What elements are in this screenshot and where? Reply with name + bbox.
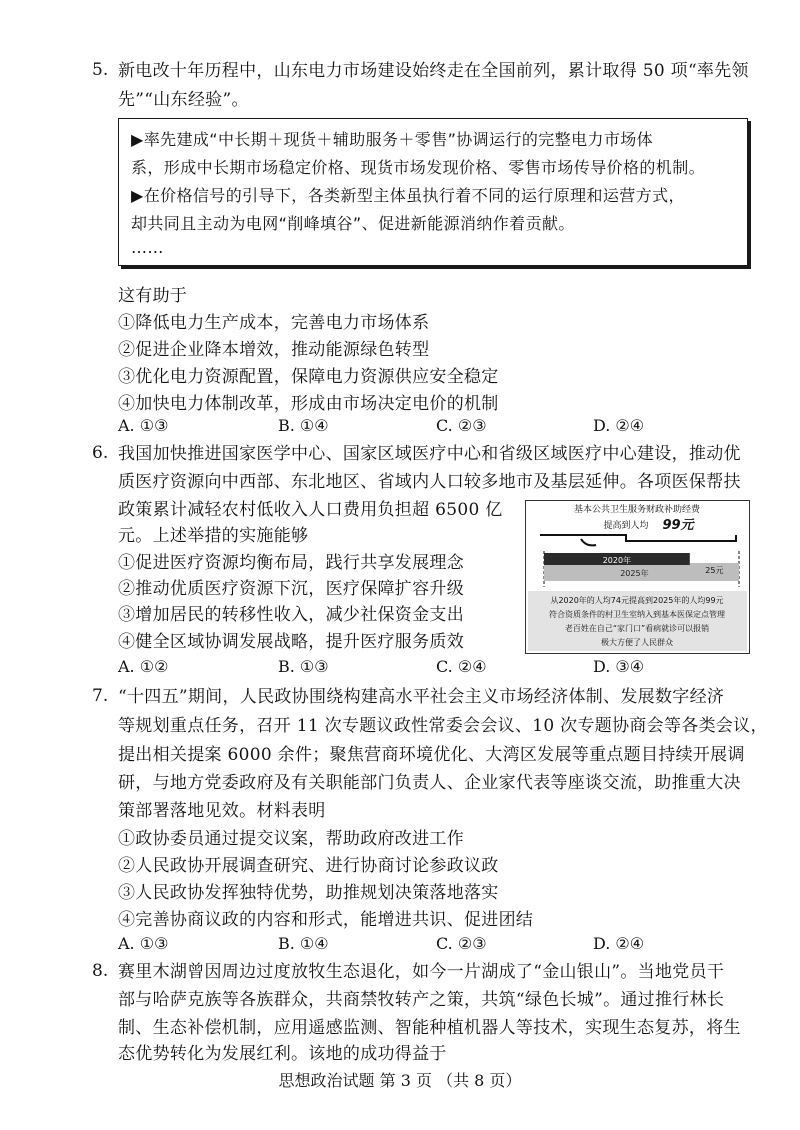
question-8-stem-line-2: 部与哈萨克族等各族群众，共商禁牧转产之策，共筑“绿色长城”。通过推行林长 xyxy=(118,990,725,1010)
material-line-4: 却共同且主动为电网“削峰填谷”、促进新能源消纳作着贡献。 xyxy=(131,214,575,233)
question-5-item-3: ③优化电力资源配置，保障电力资源供应安全稳定 xyxy=(118,367,499,387)
figure-caption-line-4: 极大方便了人民群众 xyxy=(601,638,673,647)
increase-label: 25元 xyxy=(705,566,724,575)
question-5-option-c[interactable]: C. ②③ xyxy=(436,416,487,435)
page-footer: 思想政治试题 第 3 页 （共 8 页） xyxy=(278,1071,522,1090)
material-line-5: …… xyxy=(131,238,164,257)
question-6-item-4: ④健全区域协调发展战略，提升医疗服务质效 xyxy=(118,632,464,652)
material-line-3: ▶在价格信号的引导下，各类新型主体虽执行着不同的运行原理和运营方式， xyxy=(131,186,685,205)
question-7-option-a[interactable]: A. ①③ xyxy=(118,934,169,953)
bar-2025-label: 2025年 xyxy=(620,569,649,578)
figure-caption-line-3: 老百姓在自己“家门口”看病就诊可以报销 xyxy=(564,624,710,633)
question-7-option-b[interactable]: B. ①④ xyxy=(278,934,329,953)
figure-caption-line-1: 从2020年的人均74元提高到2025年的人均99元 xyxy=(550,596,724,605)
question-5-item-4: ④加快电力体制改革，形成由市场决定电价的机制 xyxy=(118,394,499,414)
figure-bracket xyxy=(540,535,736,541)
question-7-stem-line-4: 研，与地方党委政府及有关职能部门负责人、企业家代表等座谈交流，助推重大决 xyxy=(118,773,741,793)
material-line-2: 系，形成中长期市场稳定价格、现货市场发现价格、零售市场传导价格的机制。 xyxy=(131,158,706,177)
question-6-item-1: ①促进医疗资源均衡布局，践行共享发展理念 xyxy=(118,553,464,573)
figure-title: 基本公共卫生服务财政补助经费 xyxy=(573,505,701,515)
question-5-item-2: ②促进企业降本增效，推动能源绿色转型 xyxy=(118,340,430,360)
question-5-lead: 这有助于 xyxy=(118,286,188,306)
question-5-number: 5. xyxy=(92,60,109,80)
question-6-item-3: ③增加居民的转移性收入，减少社保资金支出 xyxy=(118,605,464,625)
question-8-stem-line-4: 态优势转化为发展红利。该地的成功得益于 xyxy=(118,1044,447,1064)
question-6-stem-line-3: 政策累计减轻农村低收入人口费用负担超 6500 亿 xyxy=(118,500,503,520)
question-6-item-2: ②推动优质医疗资源下沉，医疗保障扩容升级 xyxy=(118,579,464,599)
question-7-stem-line-3: 提出相关提案 6000 余件；聚焦营商环境优化、大湾区发展等重点题目持续开展调 xyxy=(118,745,745,765)
question-6-stem-line-1: 我国加快推进国家医学中心、国家区域医疗中心和省级区域医疗中心建设，推动优 xyxy=(118,444,741,464)
question-5-material-box xyxy=(118,118,748,266)
question-8-stem-line-1: 赛里木湖曾因周边过度放牧生态退化，如今一片湖成了“金山银山”。当地党员干 xyxy=(118,962,725,982)
material-line-1: ▶率先建成“中长期＋现货＋辅助服务＋零售”协调运行的完整电力市场体 xyxy=(131,130,654,149)
question-6-option-c[interactable]: C. ②④ xyxy=(436,657,487,676)
question-8-number: 8. xyxy=(92,961,109,981)
question-7-stem-line-2: 等规划重点任务，召开 11 次专题议政性常委会会议、10 次专题协商会等各类会议， xyxy=(118,716,768,736)
question-7-item-4: ④完善协商议政的内容和形式，能增进共识、促进团结 xyxy=(118,910,534,930)
question-5-stem-line-2: 先”“山东经验”。 xyxy=(118,90,249,110)
question-7-item-3: ③人民政协发挥独特优势，助推规划决策落地落实 xyxy=(118,883,499,903)
question-6-option-a[interactable]: A. ①② xyxy=(118,657,169,676)
question-6-figure xyxy=(525,500,750,654)
question-6-option-d[interactable]: D. ③④ xyxy=(593,657,645,676)
question-7-option-d[interactable]: D. ②④ xyxy=(593,934,645,953)
figure-subtitle-value: 99元 xyxy=(662,518,694,533)
question-8-stem-line-3: 制、生态补偿机制，应用遥感监测、智能种植机器人等技术，实现生态复苏，将生 xyxy=(118,1018,741,1038)
question-6-number: 6. xyxy=(92,443,109,463)
question-6-stem-line-4: 元。上述举措的实施能够 xyxy=(118,526,309,546)
question-7-item-2: ②人民政协开展调查研究、进行协商讨论参政议政 xyxy=(118,856,499,876)
question-7-option-c[interactable]: C. ②③ xyxy=(436,934,487,953)
question-5-option-d[interactable]: D. ②④ xyxy=(593,416,645,435)
figure-caption-line-2: 符合资质条件的村卫生室纳入到基本医保定点管理 xyxy=(549,610,725,619)
question-7-item-1: ①政协委员通过提交议案，帮助政府改进工作 xyxy=(118,829,464,849)
question-7-stem-line-1: “十四五”期间，人民政协围绕构建高水平社会主义市场经济体制、发展数字经济 xyxy=(118,687,725,707)
subsidy-figure-svg xyxy=(526,501,749,653)
question-5-item-1: ①降低电力生产成本，完善电力市场体系 xyxy=(118,313,430,333)
question-7-stem-line-5: 策部署落地见效。材料表明 xyxy=(118,801,326,821)
question-7-number: 7. xyxy=(92,686,109,706)
question-5-option-b[interactable]: B. ①④ xyxy=(278,416,329,435)
figure-subtitle: 提高到人均 xyxy=(603,521,649,531)
question-5-option-a[interactable]: A. ①③ xyxy=(118,416,169,435)
question-5-stem-line-1: 新电改十年历程中，山东电力市场建设始终走在全国前列，累计取得 50 项“率先领 xyxy=(118,61,749,81)
figure-bracket-curl xyxy=(581,539,596,545)
question-6-option-b[interactable]: B. ①③ xyxy=(278,657,329,676)
bar-2020-label: 2020年 xyxy=(602,556,632,565)
question-6-stem-line-2: 质医疗资源向中西部、东北地区、省域内人口较多地市及基层延伸。各项医保帮扶 xyxy=(118,472,741,492)
